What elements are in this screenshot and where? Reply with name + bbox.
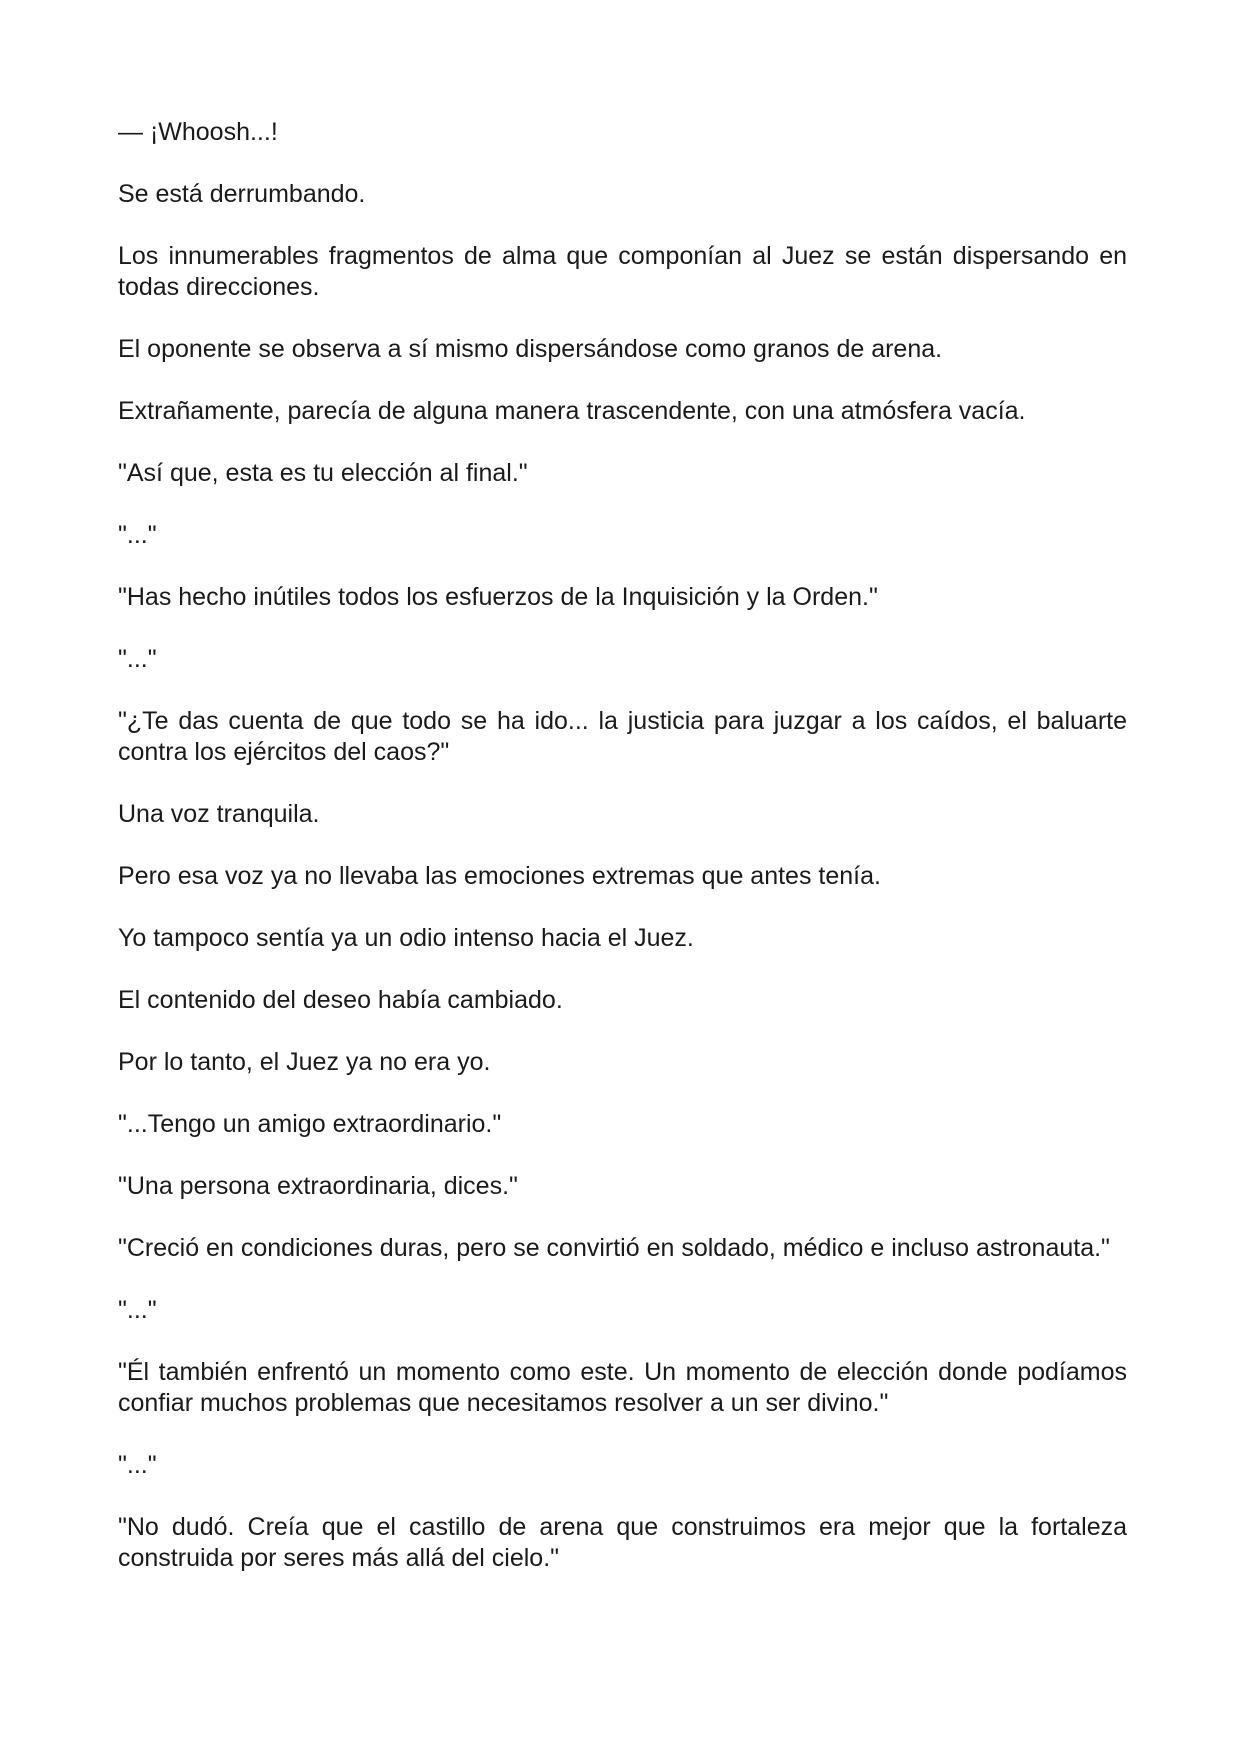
paragraph: "No dudó. Creía que el castillo de arena que construimos era mejor que la fortaleza construida por seres más allá del cielo." bbox=[118, 1513, 1127, 1572]
paragraph: Pero esa voz ya no llevaba las emociones extremas que antes tenía. bbox=[118, 862, 881, 890]
paragraph: "..." bbox=[118, 645, 157, 673]
paragraph: "Una persona extraordinaria, dices." bbox=[118, 1172, 518, 1200]
paragraph: El contenido del deseo había cambiado. bbox=[118, 986, 563, 1014]
paragraph: "..." bbox=[118, 1451, 157, 1479]
paragraph: El oponente se observa a sí mismo dispersándose como granos de arena. bbox=[118, 335, 943, 363]
paragraph: — ¡Whoosh...! bbox=[118, 118, 278, 146]
paragraph: Una voz tranquila. bbox=[118, 800, 320, 828]
paragraph: "...Tengo un amigo extraordinario." bbox=[118, 1110, 502, 1138]
paragraph: "Has hecho inútiles todos los esfuerzos de la Inquisición y la Orden." bbox=[118, 583, 878, 611]
document-body bbox=[118, 117, 1127, 1574]
paragraph: "Creció en condiciones duras, pero se convirtió en soldado, médico e incluso astronauta." bbox=[118, 1234, 1110, 1262]
paragraph: Se está derrumbando. bbox=[118, 180, 366, 208]
paragraph: Extrañamente, parecía de alguna manera trascendente, con una atmósfera vacía. bbox=[118, 397, 1026, 425]
paragraph: Por lo tanto, el Juez ya no era yo. bbox=[118, 1048, 491, 1076]
paragraph: Los innumerables fragmentos de alma que componían al Juez se están dispersando en todas direcciones. bbox=[118, 242, 1127, 301]
paragraph: "..." bbox=[118, 521, 157, 549]
paragraph: "Así que, esta es tu elección al final." bbox=[118, 459, 528, 487]
paragraph: "Él también enfrentó un momento como este. Un momento de elección donde podíamos confiar muchos problemas que necesitamos resolver a un ser divino." bbox=[118, 1358, 1127, 1417]
paragraph: Yo tampoco sentía ya un odio intenso hacia el Juez. bbox=[118, 924, 694, 952]
paragraph: "¿Te das cuenta de que todo se ha ido... la justicia para juzgar a los caídos, el baluarte contra los ejércitos del caos?" bbox=[118, 707, 1127, 766]
paragraph: "..." bbox=[118, 1296, 157, 1324]
